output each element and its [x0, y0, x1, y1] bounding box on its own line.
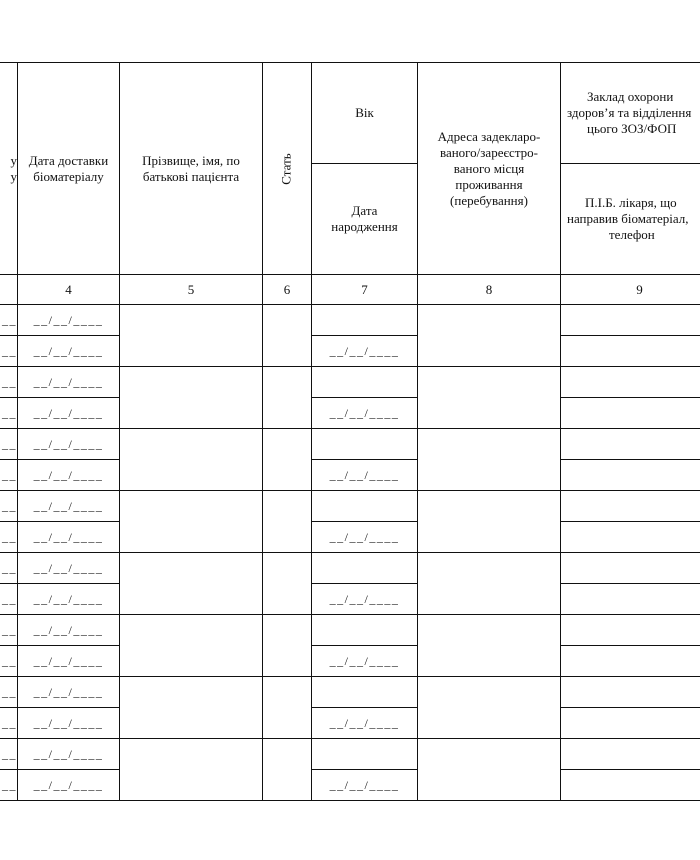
address-header: Адреса задекларо- ваного/зареєстро- ваного місця проживання (перебування) — [418, 63, 561, 275]
date-placeholder: __/__/____ — [33, 716, 104, 730]
address-cell[interactable] — [418, 615, 561, 677]
gender-cell[interactable] — [263, 305, 312, 367]
delivery-date-cell[interactable] — [18, 677, 120, 708]
birth-date-cell[interactable] — [312, 398, 418, 429]
patient-name-cell[interactable] — [120, 677, 263, 739]
col-number: 6 — [263, 275, 312, 305]
table-row — [0, 429, 700, 460]
date-placeholder: __ — [2, 406, 17, 420]
patient-name-header: Прізвище, імя, по батькові пацієнта — [120, 63, 263, 275]
patient-name-cell[interactable] — [120, 553, 263, 615]
date-placeholder: __ — [2, 530, 17, 544]
delivery-date-cell[interactable] — [18, 553, 120, 584]
gender-cell[interactable] — [263, 739, 312, 801]
birth-date-header: Дата народження — [312, 164, 418, 275]
age-header: Вік — [312, 63, 418, 164]
date-placeholder: __ — [2, 344, 17, 358]
birth-date-cell[interactable] — [312, 646, 418, 677]
col3-cell[interactable] — [0, 553, 18, 584]
table-row — [0, 646, 700, 677]
doctor-cell[interactable] — [561, 584, 700, 615]
age-cell[interactable] — [312, 491, 418, 522]
col3-cell[interactable] — [0, 398, 18, 429]
delivery-date-cell[interactable] — [18, 398, 120, 429]
date-placeholder: __/__/____ — [33, 375, 104, 389]
date-placeholder: __/__/____ — [33, 561, 104, 575]
date-placeholder: __ — [2, 561, 17, 575]
date-placeholder: __/__/____ — [329, 592, 400, 606]
col-number: 7 — [312, 275, 418, 305]
patient-name-cell[interactable] — [120, 429, 263, 491]
patient-name-cell[interactable] — [120, 367, 263, 429]
facility-cell[interactable] — [561, 739, 700, 770]
date-placeholder: __/__/____ — [33, 530, 104, 544]
date-placeholder: __/__/____ — [329, 468, 400, 482]
table-row — [0, 398, 700, 429]
date-placeholder: __/__/____ — [33, 406, 104, 420]
col3-cell[interactable] — [0, 491, 18, 522]
date-placeholder: __/__/____ — [329, 344, 400, 358]
date-placeholder: __/__/____ — [33, 499, 104, 513]
doctor-cell[interactable] — [561, 398, 700, 429]
table-row — [0, 584, 700, 615]
table-row — [0, 677, 700, 708]
delivery-date-cell[interactable] — [18, 708, 120, 739]
table-row — [0, 770, 700, 801]
table-row — [0, 739, 700, 770]
col-number: 4 — [18, 275, 120, 305]
address-cell[interactable] — [418, 677, 561, 739]
birth-date-cell[interactable] — [312, 336, 418, 367]
delivery-date-cell[interactable] — [18, 429, 120, 460]
date-placeholder: __ — [2, 313, 17, 327]
date-placeholder: __ — [2, 654, 17, 668]
age-cell[interactable] — [312, 739, 418, 770]
date-placeholder: __/__/____ — [329, 716, 400, 730]
facility-cell[interactable] — [561, 367, 700, 398]
col3-cell[interactable] — [0, 367, 18, 398]
birth-date-cell[interactable] — [312, 708, 418, 739]
col3-cell[interactable] — [0, 522, 18, 553]
facility-cell[interactable] — [561, 305, 700, 336]
date-placeholder: __/__/____ — [33, 623, 104, 637]
age-cell[interactable] — [312, 429, 418, 460]
col-number — [0, 275, 18, 305]
delivery-date-cell[interactable] — [18, 646, 120, 677]
date-placeholder: __/__/____ — [33, 437, 104, 451]
delivery-date-cell[interactable] — [18, 770, 120, 801]
date-placeholder: __ — [2, 716, 17, 730]
date-placeholder: __/__/____ — [33, 654, 104, 668]
delivery-date-cell[interactable] — [18, 305, 120, 336]
delivery-date-cell[interactable] — [18, 615, 120, 646]
col3-cell[interactable] — [0, 305, 18, 336]
date-placeholder: __/__/____ — [33, 313, 104, 327]
gender-cell[interactable] — [263, 615, 312, 677]
date-placeholder: __/__/____ — [33, 747, 104, 761]
doctor-cell[interactable] — [561, 646, 700, 677]
gender-cell[interactable] — [263, 553, 312, 615]
date-placeholder: __/__/____ — [33, 592, 104, 606]
address-cell[interactable] — [418, 305, 561, 367]
col3-cell[interactable] — [0, 770, 18, 801]
date-placeholder: __/__/____ — [329, 406, 400, 420]
gender-cell[interactable] — [263, 429, 312, 491]
table-row — [0, 522, 700, 553]
gender-cell[interactable] — [263, 491, 312, 553]
table-row — [0, 367, 700, 398]
table-row — [0, 615, 700, 646]
col3-cell[interactable] — [0, 429, 18, 460]
col-number: 8 — [418, 275, 561, 305]
column-number-row — [0, 275, 700, 305]
facility-cell[interactable] — [561, 491, 700, 522]
col-number: 5 — [120, 275, 263, 305]
age-cell[interactable] — [312, 367, 418, 398]
address-cell[interactable] — [418, 739, 561, 801]
delivery-date-cell[interactable] — [18, 367, 120, 398]
facility-cell[interactable] — [561, 429, 700, 460]
date-placeholder: __ — [2, 778, 17, 792]
col-number: 9 — [561, 275, 700, 305]
table-row — [0, 305, 700, 336]
col3-cell[interactable] — [0, 708, 18, 739]
age-cell[interactable] — [312, 553, 418, 584]
date-placeholder: __ — [2, 499, 17, 513]
birth-date-cell[interactable] — [312, 522, 418, 553]
gender-cell[interactable] — [263, 677, 312, 739]
birth-date-cell[interactable] — [312, 770, 418, 801]
date-placeholder: __ — [2, 468, 17, 482]
patient-name-cell[interactable] — [120, 491, 263, 553]
col3-header-partial: у у — [0, 63, 18, 275]
col3-cell[interactable] — [0, 336, 18, 367]
address-cell[interactable] — [418, 491, 561, 553]
facility-header: Заклад охорони здоров’я та відділення цього ЗОЗ/ФОП — [561, 63, 700, 164]
date-placeholder: __ — [2, 747, 17, 761]
date-placeholder: __/__/____ — [329, 778, 400, 792]
birth-date-cell[interactable] — [312, 460, 418, 491]
gender-header: Стать — [263, 63, 312, 275]
patient-register-table — [0, 62, 700, 801]
date-placeholder: __/__/____ — [33, 685, 104, 699]
col3-cell[interactable] — [0, 677, 18, 708]
age-cell[interactable] — [312, 305, 418, 336]
facility-cell[interactable] — [561, 553, 700, 584]
col3-cell[interactable] — [0, 584, 18, 615]
facility-cell[interactable] — [561, 615, 700, 646]
address-cell[interactable] — [418, 429, 561, 491]
address-cell[interactable] — [418, 367, 561, 429]
doctor-header: П.І.Б. лікаря, що направив біоматеріал, телефон — [561, 164, 700, 275]
date-placeholder: __/__/____ — [329, 654, 400, 668]
age-cell[interactable] — [312, 677, 418, 708]
date-placeholder: __ — [2, 685, 17, 699]
patient-name-cell[interactable] — [120, 615, 263, 677]
col3-cell[interactable] — [0, 460, 18, 491]
delivery-date-cell[interactable] — [18, 491, 120, 522]
address-cell[interactable] — [418, 553, 561, 615]
delivery-date-header: Дата доставки біоматеріалу — [18, 63, 120, 275]
delivery-date-cell[interactable] — [18, 584, 120, 615]
table-row — [0, 460, 700, 491]
patient-name-cell[interactable] — [120, 739, 263, 801]
col3-cell[interactable] — [0, 739, 18, 770]
date-placeholder: __/__/____ — [33, 468, 104, 482]
doctor-cell[interactable] — [561, 770, 700, 801]
delivery-date-cell[interactable] — [18, 739, 120, 770]
doctor-cell[interactable] — [561, 336, 700, 367]
table-row — [0, 553, 700, 584]
doctor-cell[interactable] — [561, 460, 700, 491]
col3-cell[interactable] — [0, 646, 18, 677]
gender-cell[interactable] — [263, 367, 312, 429]
birth-date-cell[interactable] — [312, 584, 418, 615]
doctor-cell[interactable] — [561, 708, 700, 739]
delivery-date-cell[interactable] — [18, 460, 120, 491]
date-placeholder: __/__/____ — [33, 778, 104, 792]
date-placeholder: __ — [2, 375, 17, 389]
date-placeholder: __/__/____ — [33, 344, 104, 358]
date-placeholder: __ — [2, 437, 17, 451]
table-row — [0, 708, 700, 739]
col3-cell[interactable] — [0, 615, 18, 646]
table-row — [0, 491, 700, 522]
age-cell[interactable] — [312, 615, 418, 646]
date-placeholder: __/__/____ — [329, 530, 400, 544]
date-placeholder: __ — [2, 592, 17, 606]
patient-name-cell[interactable] — [120, 305, 263, 367]
doctor-cell[interactable] — [561, 522, 700, 553]
date-placeholder: __ — [2, 623, 17, 637]
table-row — [0, 336, 700, 367]
delivery-date-cell[interactable] — [18, 336, 120, 367]
delivery-date-cell[interactable] — [18, 522, 120, 553]
facility-cell[interactable] — [561, 677, 700, 708]
